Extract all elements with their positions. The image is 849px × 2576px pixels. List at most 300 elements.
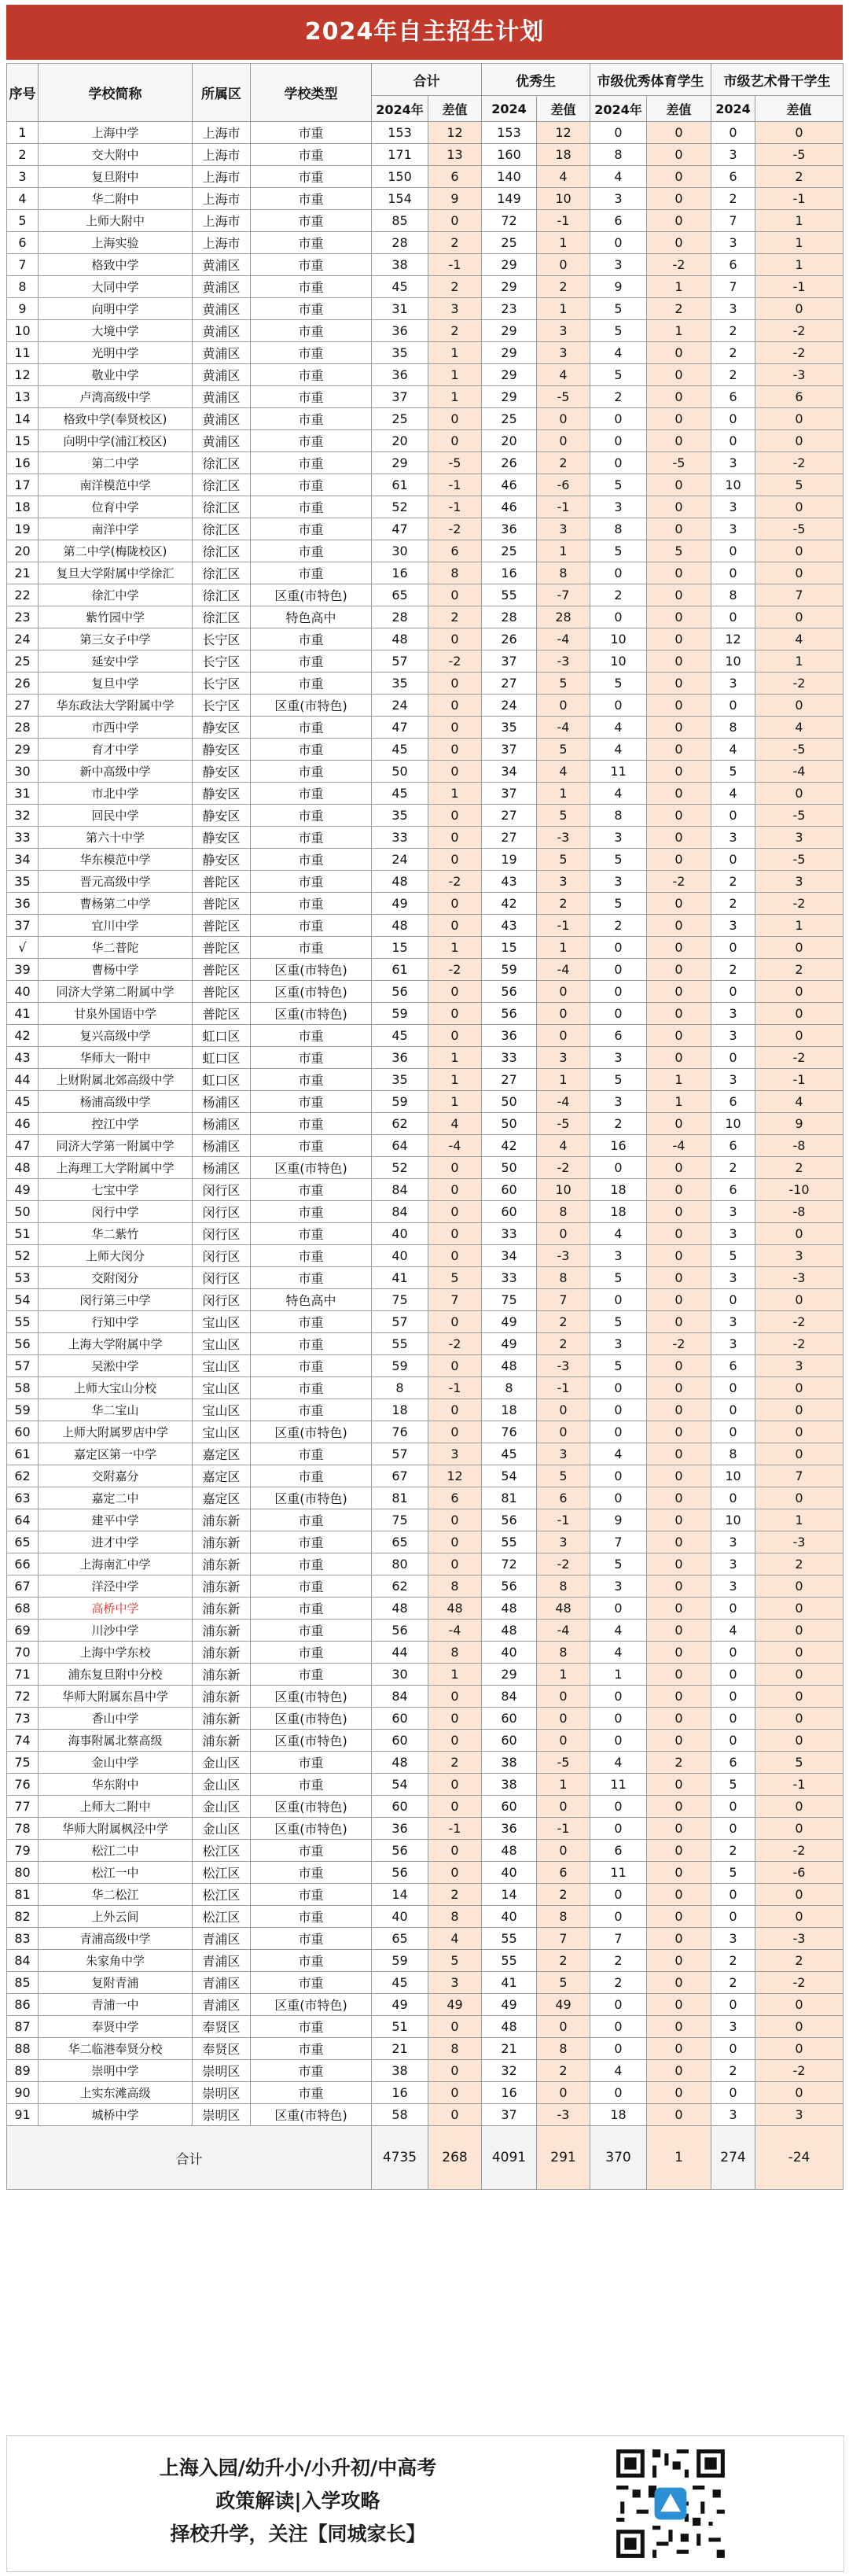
school-name-cell: 上外云间 [39, 1906, 193, 1928]
table-cell: 0 [711, 1818, 755, 1840]
table-cell: 36 [7, 893, 39, 915]
table-cell: 45 [372, 1025, 428, 1047]
table-cell: -8 [755, 1135, 843, 1157]
table-cell: 36 [372, 1047, 428, 1069]
table-row [7, 937, 843, 959]
school-name-cell: 奉贤中学 [39, 2016, 193, 2038]
table-cell: 44 [372, 1642, 428, 1664]
table-row [7, 1972, 843, 1994]
table-cell: 上海市 [193, 144, 251, 166]
table-cell: 市重 [251, 430, 372, 452]
table-cell: -5 [755, 144, 843, 166]
table-cell: 1 [755, 254, 843, 276]
table-cell: 黄浦区 [193, 320, 251, 342]
table-cell: 0 [590, 232, 647, 254]
table-cell: 48 [482, 1598, 537, 1620]
table-cell: 2 [428, 1752, 482, 1774]
table-cell: 市重 [251, 2016, 372, 2038]
table-cell: 0 [647, 1465, 711, 1487]
table-cell: 0 [647, 122, 711, 144]
table-cell: 8 [537, 1642, 590, 1664]
table-cell: 0 [590, 1399, 647, 1421]
table-cell: 0 [755, 1025, 843, 1047]
table-cell: 59 [372, 1003, 428, 1025]
table-cell: 0 [537, 254, 590, 276]
table-cell: 5 [590, 320, 647, 342]
school-name-cell: 育才中学 [39, 739, 193, 761]
table-cell: 0 [428, 893, 482, 915]
table-cell: 48 [372, 871, 428, 893]
table-cell: 6 [711, 1355, 755, 1377]
table-row [7, 1686, 843, 1708]
table-cell: -2 [647, 1333, 711, 1355]
table-cell: 上海市 [193, 232, 251, 254]
table-cell: 2 [428, 276, 482, 298]
table-cell: -6 [537, 474, 590, 496]
table-cell: 0 [647, 628, 711, 650]
table-cell: 普陀区 [193, 915, 251, 937]
table-cell: 0 [647, 959, 711, 981]
table-cell: 36 [482, 1025, 537, 1047]
table-cell: 0 [537, 408, 590, 430]
table-cell: 0 [647, 1598, 711, 1620]
table-cell: 5 [590, 893, 647, 915]
table-cell: 0 [711, 695, 755, 717]
table-cell: 市重 [251, 915, 372, 937]
table-cell: 1 [428, 1091, 482, 1113]
table-cell: 45 [372, 739, 428, 761]
table-cell: 56 [372, 1840, 428, 1862]
table-cell: 静安区 [193, 805, 251, 827]
table-cell: 2 [590, 1950, 647, 1972]
table-cell: -5 [428, 452, 482, 474]
table-cell: 0 [590, 959, 647, 981]
table-cell: 61 [7, 1443, 39, 1465]
table-cell: 38 [372, 2060, 428, 2082]
table-cell: 上海市 [193, 122, 251, 144]
table-cell: 长宁区 [193, 673, 251, 695]
table-cell: 0 [428, 2016, 482, 2038]
table-cell: 0 [647, 386, 711, 408]
table-cell: -3 [537, 827, 590, 849]
table-cell: 5 [428, 1267, 482, 1289]
table-cell: 0 [647, 915, 711, 937]
table-cell: 3 [537, 342, 590, 364]
table-cell: 35 [372, 805, 428, 827]
table-cell: 0 [647, 1311, 711, 1333]
table-cell: 62 [372, 1113, 428, 1135]
table-cell: 55 [482, 1950, 537, 1972]
table-cell: 0 [647, 717, 711, 739]
table-cell: 青浦区 [193, 1928, 251, 1950]
school-name-cell: 格致中学(奉贤校区) [39, 408, 193, 430]
table-row [7, 188, 843, 210]
table-cell: 0 [711, 805, 755, 827]
school-name-cell: 华师大附属东昌中学 [39, 1686, 193, 1708]
subheader-sports-2024: 2024年 [590, 96, 647, 122]
table-cell: 8 [428, 1906, 482, 1928]
table-cell: 0 [647, 673, 711, 695]
table-row [7, 342, 843, 364]
table-cell: -2 [537, 1157, 590, 1179]
footer-line-1: 上海入园/幼升小/小升初/中高考 [159, 2456, 437, 2479]
table-cell: 5 [590, 474, 647, 496]
table-cell: -4 [537, 959, 590, 981]
table-row [7, 1994, 843, 2016]
school-name-cell: 紫竹园中学 [39, 606, 193, 628]
table-cell: -1 [537, 496, 590, 518]
table-cell: 0 [428, 761, 482, 783]
table-cell: 0 [755, 1906, 843, 1928]
total-cell: -24 [755, 2126, 843, 2190]
table-cell: 2 [711, 893, 755, 915]
table-row [7, 739, 843, 761]
table-row [7, 562, 843, 584]
table-cell: 77 [7, 1796, 39, 1818]
table-cell: 0 [755, 1818, 843, 1840]
table-cell: 36 [482, 518, 537, 540]
table-cell: 2 [537, 276, 590, 298]
table-cell: 37 [482, 739, 537, 761]
table-row [7, 1069, 843, 1091]
table-cell: 0 [647, 1003, 711, 1025]
table-cell: 84 [372, 1686, 428, 1708]
table-cell: 市重 [251, 1642, 372, 1664]
table-row [7, 1730, 843, 1752]
table-cell: 0 [755, 1443, 843, 1465]
school-name-cell: 南洋中学 [39, 518, 193, 540]
table-cell: -1 [755, 188, 843, 210]
school-name-cell: 新中高级中学 [39, 761, 193, 783]
table-cell: 2 [711, 320, 755, 342]
table-cell: 49 [428, 1994, 482, 2016]
table-cell: 市重 [251, 1311, 372, 1333]
table-row [7, 1465, 843, 1487]
table-cell: 市重 [251, 518, 372, 540]
table-cell: -2 [428, 1333, 482, 1355]
table-cell: 市重 [251, 298, 372, 320]
table-cell: 黄浦区 [193, 408, 251, 430]
table-cell: 75 [482, 1289, 537, 1311]
table-cell: 10 [711, 474, 755, 496]
table-cell: 9 [7, 298, 39, 320]
table-cell: 0 [647, 430, 711, 452]
table-cell: 59 [372, 1950, 428, 1972]
table-cell: 8 [428, 2038, 482, 2060]
table-cell: 69 [7, 1620, 39, 1642]
table-cell: 0 [428, 1003, 482, 1025]
table-cell: 徐汇区 [193, 452, 251, 474]
table-cell: 0 [647, 1884, 711, 1906]
table-cell: 27 [482, 805, 537, 827]
school-name-cell: 同济大学第一附属中学 [39, 1135, 193, 1157]
table-cell: 0 [428, 1708, 482, 1730]
school-name-cell: 控江中学 [39, 1113, 193, 1135]
table-cell: 市重 [251, 276, 372, 298]
table-row [7, 1818, 843, 1840]
table-cell: 59 [482, 959, 537, 981]
school-name-cell: 格致中学 [39, 254, 193, 276]
table-cell: 12 [428, 1465, 482, 1487]
table-cell: 60 [372, 1730, 428, 1752]
table-cell: 0 [647, 2104, 711, 2126]
table-cell: 35 [372, 1069, 428, 1091]
school-name-cell: 吴淞中学 [39, 1355, 193, 1377]
table-cell: -7 [537, 584, 590, 606]
table-cell: 0 [590, 122, 647, 144]
table-cell: 14 [372, 1884, 428, 1906]
table-cell: 4 [755, 1091, 843, 1113]
table-cell: 57 [372, 1443, 428, 1465]
table-cell: 2 [755, 1950, 843, 1972]
table-cell: 崇明区 [193, 2104, 251, 2126]
table-cell: 38 [482, 1774, 537, 1796]
table-cell: 26 [482, 452, 537, 474]
school-name-cell: 交附嘉分 [39, 1465, 193, 1487]
table-cell: 55 [482, 1928, 537, 1950]
table-row [7, 1003, 843, 1025]
table-cell: 50 [7, 1201, 39, 1223]
table-cell: 4 [711, 783, 755, 805]
table-cell: 82 [7, 1906, 39, 1928]
table-cell: 1 [755, 210, 843, 232]
table-cell: 0 [755, 1575, 843, 1598]
table-cell: 5 [590, 1311, 647, 1333]
header-arts: 市级艺术骨干学生 [711, 64, 843, 96]
table-cell: 0 [711, 1642, 755, 1664]
table-cell: 长宁区 [193, 650, 251, 673]
table-row [7, 210, 843, 232]
table-cell: 6 [590, 1025, 647, 1047]
table-cell: 0 [647, 144, 711, 166]
table-cell: 2 [537, 1311, 590, 1333]
table-cell: 39 [7, 959, 39, 981]
table-cell: 0 [647, 496, 711, 518]
footer-banner [6, 2435, 844, 2572]
table-cell: 0 [647, 1708, 711, 1730]
table-cell: -3 [755, 1531, 843, 1553]
table-cell: 0 [755, 496, 843, 518]
table-cell: 36 [372, 364, 428, 386]
table-cell: 44 [7, 1069, 39, 1091]
table-cell: 浦东新 [193, 1642, 251, 1664]
school-name-cell: 上师大附属罗店中学 [39, 1421, 193, 1443]
table-cell: 市重 [251, 1091, 372, 1113]
table-cell: 2 [590, 915, 647, 937]
school-name-cell: 松江二中 [39, 1840, 193, 1862]
table-cell: 3 [590, 1245, 647, 1267]
table-cell: 0 [428, 1399, 482, 1421]
table-cell: 长宁区 [193, 628, 251, 650]
table-cell: -10 [755, 1179, 843, 1201]
table-cell: 0 [647, 1575, 711, 1598]
table-cell: 0 [755, 1642, 843, 1664]
table-cell: 0 [647, 1223, 711, 1245]
table-cell: 34 [482, 761, 537, 783]
table-cell: 48 [482, 1620, 537, 1642]
table-cell: 3 [590, 188, 647, 210]
table-cell: 普陀区 [193, 893, 251, 915]
table-cell: 0 [537, 1399, 590, 1421]
table-cell: 奉贤区 [193, 2038, 251, 2060]
table-cell: 53 [7, 1267, 39, 1289]
table-cell: 0 [537, 1025, 590, 1047]
table-row [7, 518, 843, 540]
table-cell: -4 [537, 628, 590, 650]
table-cell: 0 [647, 1025, 711, 1047]
table-cell: 普陀区 [193, 959, 251, 981]
table-cell: 22 [7, 584, 39, 606]
school-name-cell: 行知中学 [39, 1311, 193, 1333]
table-cell: 2 [590, 1972, 647, 1994]
table-cell: 10 [711, 650, 755, 673]
table-cell: 0 [711, 1421, 755, 1443]
table-cell: 0 [711, 1906, 755, 1928]
table-cell: 26 [482, 628, 537, 650]
table-cell: 市重 [251, 1840, 372, 1862]
table-cell: 徐汇区 [193, 518, 251, 540]
table-cell: 市重 [251, 2060, 372, 2082]
table-cell: 3 [537, 518, 590, 540]
table-row [7, 628, 843, 650]
table-cell: -1 [755, 1069, 843, 1091]
table-cell: 嘉定区 [193, 1443, 251, 1465]
school-name-cell: 卢湾高级中学 [39, 386, 193, 408]
table-cell: 浦东新 [193, 1708, 251, 1730]
school-name-cell: 青浦高级中学 [39, 1928, 193, 1950]
table-cell: 72 [482, 210, 537, 232]
table-cell: 6 [590, 210, 647, 232]
table-cell: 1 [590, 1664, 647, 1686]
table-cell: 48 [372, 915, 428, 937]
table-cell: 0 [647, 1047, 711, 1069]
table-cell: 56 [372, 1862, 428, 1884]
table-cell: 市重 [251, 1575, 372, 1598]
table-cell: 24 [372, 849, 428, 871]
school-name-cell: 复旦大学附属中学徐汇 [39, 562, 193, 584]
table-cell: 37 [482, 650, 537, 673]
table-cell: 0 [428, 584, 482, 606]
table-row [7, 1553, 843, 1575]
table-cell: 2 [711, 1950, 755, 1972]
table-cell: 市重 [251, 805, 372, 827]
table-cell: 虹口区 [193, 1025, 251, 1047]
table-cell: 0 [647, 1487, 711, 1509]
school-name-cell: 华东附中 [39, 1774, 193, 1796]
table-cell: 4 [590, 1752, 647, 1774]
table-cell: -4 [537, 717, 590, 739]
table-cell: 0 [537, 2016, 590, 2038]
table-cell: 0 [755, 122, 843, 144]
table-cell: 0 [647, 739, 711, 761]
table-cell: 3 [537, 1047, 590, 1069]
table-cell: 杨浦区 [193, 1091, 251, 1113]
table-cell: 市重 [251, 562, 372, 584]
table-cell: 150 [372, 166, 428, 188]
table-row [7, 144, 843, 166]
table-cell: 10 [537, 188, 590, 210]
table-cell: 市重 [251, 1245, 372, 1267]
table-row [7, 871, 843, 893]
table-cell: 0 [647, 1950, 711, 1972]
table-cell: -8 [755, 1201, 843, 1223]
table-cell: 45 [372, 783, 428, 805]
school-name-cell: 第三女子中学 [39, 628, 193, 650]
table-cell: 普陀区 [193, 1003, 251, 1025]
table-cell: 3 [537, 1443, 590, 1465]
table-cell: 27 [482, 827, 537, 849]
table-cell: 17 [7, 474, 39, 496]
table-cell: 43 [482, 871, 537, 893]
table-cell: 8 [590, 518, 647, 540]
table-cell: 0 [711, 1730, 755, 1752]
table-cell: 0 [428, 1201, 482, 1223]
table-cell: 0 [711, 430, 755, 452]
table-cell: 3 [590, 1575, 647, 1598]
table-cell: 16 [482, 2082, 537, 2104]
table-cell: 0 [428, 1245, 482, 1267]
table-cell: 0 [537, 1421, 590, 1443]
table-cell: 1 [755, 232, 843, 254]
table-cell: 0 [711, 1047, 755, 1069]
table-cell: 7 [428, 1289, 482, 1311]
table-row [7, 1245, 843, 1267]
table-cell: 虹口区 [193, 1069, 251, 1091]
table-cell: 74 [7, 1730, 39, 1752]
table-row [7, 1091, 843, 1113]
table-cell: 16 [482, 562, 537, 584]
table-cell: 区重(市特色) [251, 1487, 372, 1509]
table-cell: -1 [537, 915, 590, 937]
table-cell: 黄浦区 [193, 254, 251, 276]
table-cell: 35 [482, 717, 537, 739]
table-cell: 市重 [251, 937, 372, 959]
table-cell: 50 [482, 1113, 537, 1135]
table-cell: 0 [647, 1972, 711, 1994]
table-cell: 3 [537, 871, 590, 893]
table-cell: -3 [537, 2104, 590, 2126]
total-cell: 1 [647, 2126, 711, 2190]
table-cell: 1 [537, 540, 590, 562]
table-cell: 徐汇区 [193, 474, 251, 496]
table-cell: 0 [590, 1884, 647, 1906]
table-cell: 区重(市特色) [251, 1796, 372, 1818]
table-row [7, 1752, 843, 1774]
table-cell: 16 [372, 2082, 428, 2104]
table-cell: 区重(市特色) [251, 1708, 372, 1730]
table-cell: 15 [482, 937, 537, 959]
table-cell: 0 [647, 2060, 711, 2082]
table-cell: 3 [711, 1311, 755, 1333]
table-cell: 0 [647, 1796, 711, 1818]
table-cell: 45 [372, 276, 428, 298]
table-cell: -2 [755, 1047, 843, 1069]
table-cell: 0 [428, 2104, 482, 2126]
table-cell: 34 [7, 849, 39, 871]
school-name-cell: 上师大闵分 [39, 1245, 193, 1267]
table-cell: 普陀区 [193, 937, 251, 959]
table-cell: 宝山区 [193, 1399, 251, 1421]
table-cell: 0 [537, 1686, 590, 1708]
total-cell: 4735 [372, 2126, 428, 2190]
school-name-cell: 回民中学 [39, 805, 193, 827]
table-cell: 0 [428, 1355, 482, 1377]
table-cell: 59 [372, 1355, 428, 1377]
table-row [7, 430, 843, 452]
table-cell: 7 [711, 276, 755, 298]
table-cell: 8 [711, 717, 755, 739]
subheader-excellent-diff: 差值 [537, 96, 590, 122]
